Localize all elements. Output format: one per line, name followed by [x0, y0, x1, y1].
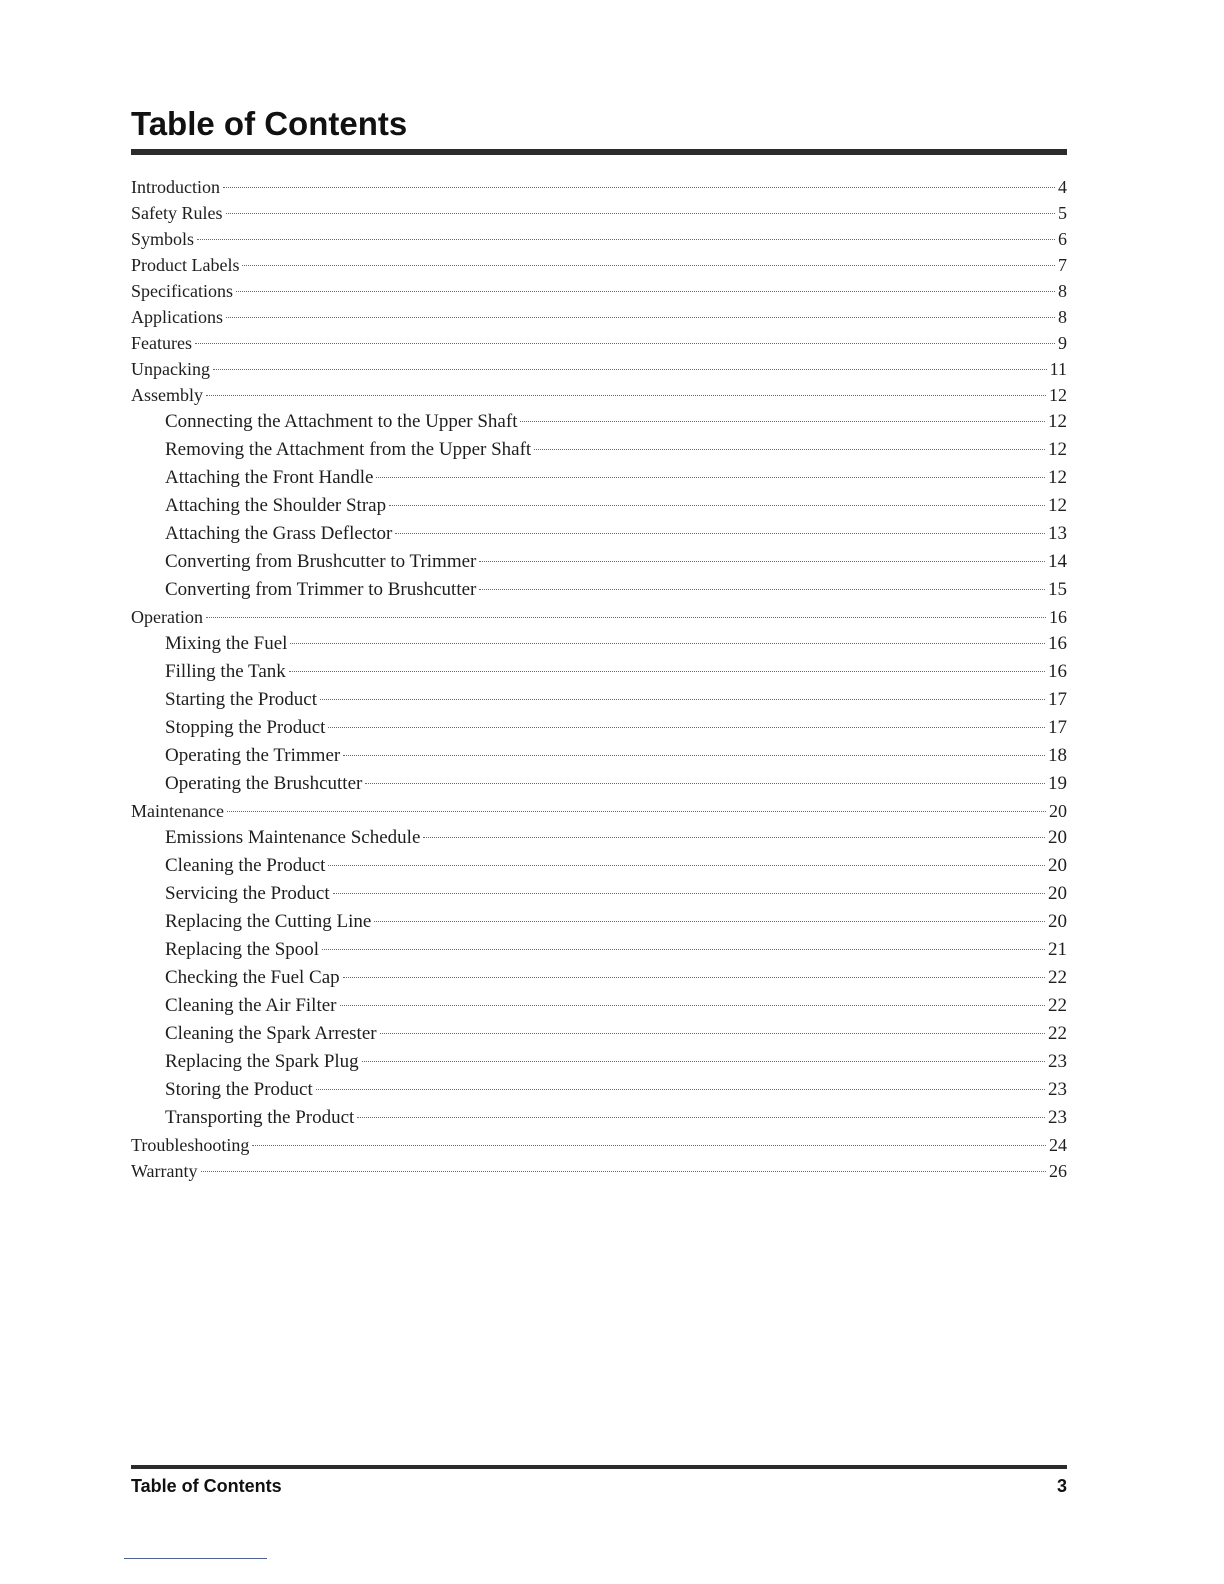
toc-entry-label: Servicing the Product [165, 883, 330, 904]
toc-entry-label: Features [131, 333, 192, 353]
toc-entry-label: Applications [131, 307, 223, 327]
toc-subentry[interactable] [131, 630, 1067, 658]
toc-subentry[interactable] [131, 824, 1067, 852]
toc-entry-page: 20 [1048, 883, 1067, 904]
toc-dot-leader [374, 921, 1045, 922]
toc-entry-label: Filling the Tank [165, 661, 286, 682]
toc-dot-leader [236, 291, 1055, 292]
toc-dot-leader [227, 811, 1046, 812]
toc-dot-leader [223, 187, 1055, 188]
toc-entry[interactable] [131, 278, 1067, 304]
toc-subentry[interactable] [131, 908, 1067, 936]
toc-entry-page: 16 [1048, 661, 1067, 682]
toc-entry-label: Operation [131, 607, 203, 627]
toc-entry-label: Starting the Product [165, 689, 317, 710]
toc-subentry[interactable] [131, 852, 1067, 880]
toc-entry-label: Replacing the Cutting Line [165, 911, 372, 932]
toc-subentry[interactable] [131, 548, 1067, 576]
toc-entry-page: 21 [1048, 939, 1067, 960]
toc-entry-label: Removing the Attachment from the Upper Shaft [165, 439, 532, 460]
title-divider [131, 149, 1067, 155]
toc-entry-page: 24 [1049, 1135, 1067, 1155]
toc-entry-label: Mixing the Fuel [165, 633, 288, 654]
toc-subentry[interactable] [131, 1020, 1067, 1048]
toc-dot-leader [206, 395, 1046, 396]
toc-dot-leader [206, 617, 1046, 618]
bottom-underline-mark [124, 1558, 267, 1559]
toc-subentry[interactable] [131, 658, 1067, 686]
toc-entry-page: 6 [1058, 229, 1067, 249]
toc-dot-leader [226, 213, 1056, 214]
toc-dot-leader [328, 865, 1045, 866]
toc-entry-page: 16 [1048, 633, 1067, 654]
toc-dot-leader [376, 477, 1045, 478]
toc-entry-label: Replacing the Spark Plug [165, 1051, 359, 1072]
toc-dot-leader [380, 1033, 1045, 1034]
toc-entry[interactable] [131, 356, 1067, 382]
toc-entry-page: 20 [1048, 911, 1067, 932]
toc-dot-leader [195, 343, 1055, 344]
toc-entry-label: Attaching the Front Handle [165, 467, 374, 488]
toc-dot-leader [226, 317, 1055, 318]
toc-dot-leader [316, 1089, 1045, 1090]
toc-entry-page: 15 [1048, 579, 1067, 600]
toc-subentry[interactable] [131, 520, 1067, 548]
toc-entry-label: Stopping the Product [165, 717, 326, 738]
toc-subentry[interactable] [131, 742, 1067, 770]
toc-entry-label: Specifications [131, 281, 233, 301]
toc-entry[interactable] [131, 798, 1067, 824]
toc-entry-page: 23 [1048, 1107, 1067, 1128]
toc-entry-page: 8 [1058, 307, 1067, 327]
toc-entry[interactable] [131, 330, 1067, 356]
toc-dot-leader [534, 449, 1045, 450]
toc-entry-label: Converting from Brushcutter to Trimmer [165, 551, 477, 572]
toc-dot-leader [289, 671, 1045, 672]
footer-page-number: 3 [1056, 1476, 1067, 1496]
toc-entry-label: Maintenance [131, 801, 224, 821]
toc-entry-label: Connecting the Attachment to the Upper Shaft [165, 411, 518, 432]
toc-subentry[interactable] [131, 492, 1067, 520]
toc-subentry[interactable] [131, 436, 1067, 464]
toc-entry-page: 26 [1049, 1161, 1067, 1181]
toc-dot-leader [197, 239, 1055, 240]
toc-subentry[interactable] [131, 408, 1067, 436]
toc-entry-label: Product Labels [131, 255, 240, 275]
toc-entry-page: 17 [1048, 717, 1067, 738]
toc-entry-page: 12 [1048, 495, 1067, 516]
toc-entry[interactable] [131, 382, 1067, 408]
toc-dot-leader [389, 505, 1045, 506]
toc-entry-page: 20 [1048, 855, 1067, 876]
toc-dot-leader [333, 893, 1045, 894]
toc-entry-page: 9 [1058, 333, 1067, 353]
toc-entry-page: 7 [1058, 255, 1067, 275]
toc-entry[interactable] [131, 226, 1067, 252]
toc-dot-leader [252, 1145, 1046, 1146]
toc-dot-leader [357, 1117, 1045, 1118]
toc-entry-label: Symbols [131, 229, 195, 249]
toc-entry-page: 17 [1048, 689, 1067, 710]
toc-entry-label: Cleaning the Product [165, 855, 326, 876]
toc-dot-leader [322, 949, 1045, 950]
toc-dot-leader [362, 1061, 1045, 1062]
toc-entry-page: 11 [1049, 359, 1067, 379]
toc-entry-label: Emissions Maintenance Schedule [165, 827, 421, 848]
toc-entry-label: Warranty [131, 1161, 198, 1181]
toc-dot-leader [328, 727, 1045, 728]
toc-subentry[interactable] [131, 714, 1067, 742]
toc-entry-page: 12 [1048, 411, 1067, 432]
toc-entry-page: 16 [1049, 607, 1067, 627]
toc-entry-page: 18 [1048, 745, 1067, 766]
toc-entry-label: Troubleshooting [131, 1135, 250, 1155]
toc-entry[interactable] [131, 1158, 1067, 1184]
toc-entry-page: 20 [1048, 827, 1067, 848]
toc-entry-page: 14 [1048, 551, 1067, 572]
toc-entry-page: 22 [1048, 1023, 1067, 1044]
toc-entry-page: 19 [1048, 773, 1067, 794]
toc-dot-leader [242, 265, 1055, 266]
toc-entry-label: Attaching the Grass Deflector [165, 523, 393, 544]
toc-entry-page: 23 [1048, 1051, 1067, 1072]
toc-entry-page: 12 [1049, 385, 1067, 405]
toc-entry-page: 23 [1048, 1079, 1067, 1100]
toc-subentry[interactable] [131, 686, 1067, 714]
toc-subentry[interactable] [131, 880, 1067, 908]
toc-entry[interactable] [131, 200, 1067, 226]
toc-entry-label: Transporting the Product [165, 1107, 355, 1128]
toc-entry-label: Cleaning the Spark Arrester [165, 1023, 377, 1044]
toc-entry-label: Converting from Trimmer to Brushcutter [165, 579, 477, 600]
toc-dot-leader [479, 561, 1045, 562]
toc-entry-label: Operating the Brushcutter [165, 773, 363, 794]
toc-entry[interactable] [131, 174, 1067, 200]
toc-subentry[interactable] [131, 770, 1067, 798]
toc-entry[interactable] [131, 604, 1067, 630]
toc-dot-leader [343, 977, 1045, 978]
toc-dot-leader [320, 699, 1045, 700]
toc-subentry[interactable] [131, 576, 1067, 604]
toc-entry-label: Replacing the Spool [165, 939, 320, 960]
footer-divider [131, 1465, 1067, 1469]
toc-dot-leader [290, 643, 1045, 644]
toc-entry-page: 20 [1049, 801, 1067, 821]
toc-entry-page: 13 [1048, 523, 1067, 544]
toc-entry[interactable] [131, 304, 1067, 330]
toc-entry-label: Introduction [131, 177, 220, 197]
toc-entry-label: Unpacking [131, 359, 210, 379]
toc-subentry[interactable] [131, 964, 1067, 992]
toc-subentry[interactable] [131, 936, 1067, 964]
toc-dot-leader [213, 369, 1047, 370]
toc-entry-label: Checking the Fuel Cap [165, 967, 340, 988]
toc-entry-page: 8 [1058, 281, 1067, 301]
toc-entry-page: 12 [1048, 439, 1067, 460]
toc-entry-label: Attaching the Shoulder Strap [165, 495, 387, 516]
toc-subentry[interactable] [131, 1048, 1067, 1076]
toc-entry-page: 5 [1058, 203, 1067, 223]
toc-dot-leader [343, 755, 1045, 756]
toc-entry-page: 4 [1058, 177, 1067, 197]
toc-entry-page: 22 [1048, 995, 1067, 1016]
toc-dot-leader [520, 421, 1045, 422]
toc-subentry[interactable] [131, 464, 1067, 492]
toc-entry[interactable] [131, 252, 1067, 278]
toc-dot-leader [340, 1005, 1045, 1006]
page-title: Table of Contents [131, 105, 408, 142]
toc-dot-leader [479, 589, 1045, 590]
footer-section-title: Table of Contents [131, 1476, 282, 1496]
toc-entry-label: Operating the Trimmer [165, 745, 341, 766]
toc-entry-page: 12 [1048, 467, 1067, 488]
toc-entry-label: Storing the Product [165, 1079, 313, 1100]
toc-entry-page: 22 [1048, 967, 1067, 988]
toc-dot-leader [423, 837, 1045, 838]
toc-entry-label: Cleaning the Air Filter [165, 995, 337, 1016]
toc-dot-leader [365, 783, 1045, 784]
toc-dot-leader [395, 533, 1045, 534]
toc-subentry[interactable] [131, 992, 1067, 1020]
toc-entry-label: Safety Rules [131, 203, 223, 223]
toc-subentry[interactable] [131, 1104, 1067, 1132]
toc-entry-label: Assembly [131, 385, 203, 405]
toc-subentry[interactable] [131, 1076, 1067, 1104]
toc-dot-leader [201, 1171, 1046, 1172]
table-of-contents [131, 174, 1067, 1184]
toc-entry[interactable] [131, 1132, 1067, 1158]
